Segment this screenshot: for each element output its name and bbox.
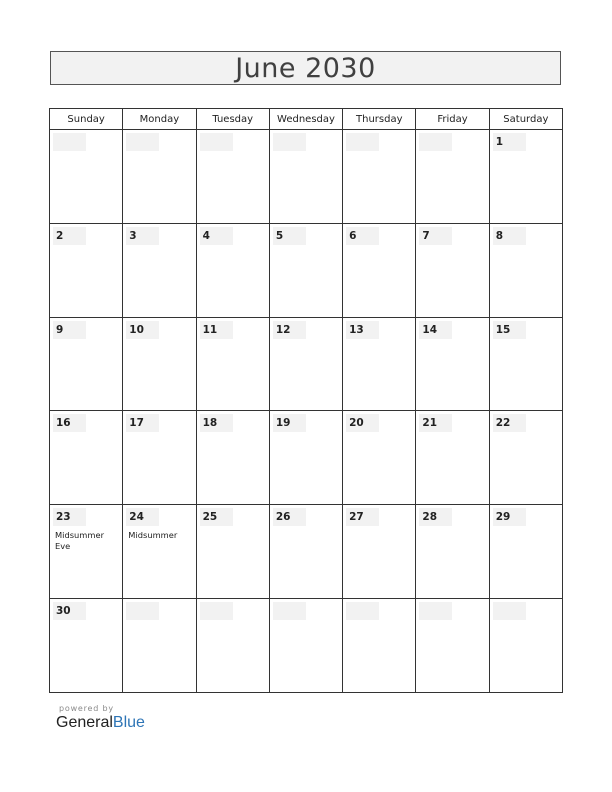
weekday-monday: Monday — [123, 109, 196, 130]
day-number: 30 — [53, 602, 86, 620]
day-cell[interactable] — [50, 505, 123, 599]
day-cell[interactable] — [269, 223, 342, 317]
brand-general: General — [56, 714, 113, 731]
day-cell[interactable] — [416, 505, 489, 599]
day-number: 18 — [200, 414, 233, 432]
day-cell[interactable] — [123, 223, 196, 317]
day-number — [53, 133, 86, 151]
day-cell[interactable] — [196, 505, 269, 599]
day-cell[interactable] — [269, 317, 342, 411]
day-cell[interactable] — [50, 130, 123, 224]
day-number: 25 — [200, 508, 233, 526]
weekday-wednesday: Wednesday — [269, 109, 342, 130]
day-cell[interactable] — [489, 223, 562, 317]
day-cell[interactable] — [50, 599, 123, 693]
weekday-tuesday: Tuesday — [196, 109, 269, 130]
weekday-friday: Friday — [416, 109, 489, 130]
day-number: 17 — [126, 414, 159, 432]
day-number: 26 — [273, 508, 306, 526]
day-cell[interactable] — [196, 411, 269, 505]
day-cell[interactable] — [416, 130, 489, 224]
day-cell[interactable] — [50, 317, 123, 411]
day-number: 7 — [419, 227, 452, 245]
day-cell[interactable] — [343, 223, 416, 317]
day-number — [493, 602, 526, 620]
brand-blue: Blue — [112, 714, 145, 731]
powered-by-text: powered by — [59, 704, 114, 713]
day-number — [273, 133, 306, 151]
generalblue-logo — [56, 714, 145, 732]
day-number: 21 — [419, 414, 452, 432]
day-cell[interactable] — [416, 599, 489, 693]
day-cell[interactable] — [123, 505, 196, 599]
holiday-label: Midsummer — [128, 530, 178, 541]
day-number — [419, 602, 452, 620]
day-cell[interactable] — [196, 130, 269, 224]
day-cell[interactable] — [343, 317, 416, 411]
week-row — [50, 411, 563, 505]
day-number: 24 — [126, 508, 159, 526]
day-number: 11 — [200, 321, 233, 339]
day-cell[interactable] — [50, 223, 123, 317]
calendar-grid — [49, 108, 563, 693]
day-cell[interactable] — [196, 317, 269, 411]
day-cell[interactable] — [123, 411, 196, 505]
day-cell[interactable] — [123, 130, 196, 224]
week-row — [50, 599, 563, 693]
day-number: 15 — [493, 321, 526, 339]
weekday-header-row — [50, 109, 563, 130]
week-row — [50, 505, 563, 599]
calendar-title-banner — [50, 51, 561, 85]
day-cell[interactable] — [196, 223, 269, 317]
calendar-weeks — [50, 130, 563, 693]
day-cell[interactable] — [123, 317, 196, 411]
week-row — [50, 223, 563, 317]
day-number — [419, 133, 452, 151]
day-number: 23 — [53, 508, 86, 526]
day-number — [126, 133, 159, 151]
day-number: 9 — [53, 321, 86, 339]
day-cell[interactable] — [269, 411, 342, 505]
day-number: 29 — [493, 508, 526, 526]
day-cell[interactable] — [123, 599, 196, 693]
day-number — [346, 602, 379, 620]
day-number: 10 — [126, 321, 159, 339]
day-number: 22 — [493, 414, 526, 432]
week-row — [50, 130, 563, 224]
calendar-title: June 2030 — [235, 52, 376, 84]
day-number: 3 — [126, 227, 159, 245]
day-number: 8 — [493, 227, 526, 245]
day-cell[interactable] — [416, 317, 489, 411]
day-cell[interactable] — [269, 599, 342, 693]
day-number: 12 — [273, 321, 306, 339]
day-cell[interactable] — [416, 411, 489, 505]
day-number: 14 — [419, 321, 452, 339]
day-cell[interactable] — [343, 411, 416, 505]
day-cell[interactable] — [343, 505, 416, 599]
day-cell[interactable] — [489, 411, 562, 505]
day-cell[interactable] — [489, 130, 562, 224]
footer-branding — [56, 704, 145, 732]
day-number — [346, 133, 379, 151]
day-number — [126, 602, 159, 620]
day-number: 27 — [346, 508, 379, 526]
day-cell[interactable] — [489, 505, 562, 599]
day-cell[interactable] — [269, 505, 342, 599]
day-cell[interactable] — [489, 317, 562, 411]
day-cell[interactable] — [343, 130, 416, 224]
day-number: 19 — [273, 414, 306, 432]
day-number: 1 — [493, 133, 526, 151]
day-number — [273, 602, 306, 620]
day-number: 16 — [53, 414, 86, 432]
day-cell[interactable] — [50, 411, 123, 505]
day-number: 6 — [346, 227, 379, 245]
day-number: 5 — [273, 227, 306, 245]
day-cell[interactable] — [343, 599, 416, 693]
day-cell[interactable] — [416, 223, 489, 317]
day-number: 28 — [419, 508, 452, 526]
day-number: 4 — [200, 227, 233, 245]
week-row — [50, 317, 563, 411]
weekday-thursday: Thursday — [343, 109, 416, 130]
day-number — [200, 133, 233, 151]
day-number: 2 — [53, 227, 86, 245]
day-number: 20 — [346, 414, 379, 432]
weekday-saturday: Saturday — [489, 109, 562, 130]
day-cell[interactable] — [489, 599, 562, 693]
day-number — [200, 602, 233, 620]
day-number: 13 — [346, 321, 379, 339]
day-cell[interactable] — [196, 599, 269, 693]
weekday-sunday: Sunday — [50, 109, 123, 130]
day-cell[interactable] — [269, 130, 342, 224]
holiday-label: Midsummer Eve — [55, 530, 104, 552]
